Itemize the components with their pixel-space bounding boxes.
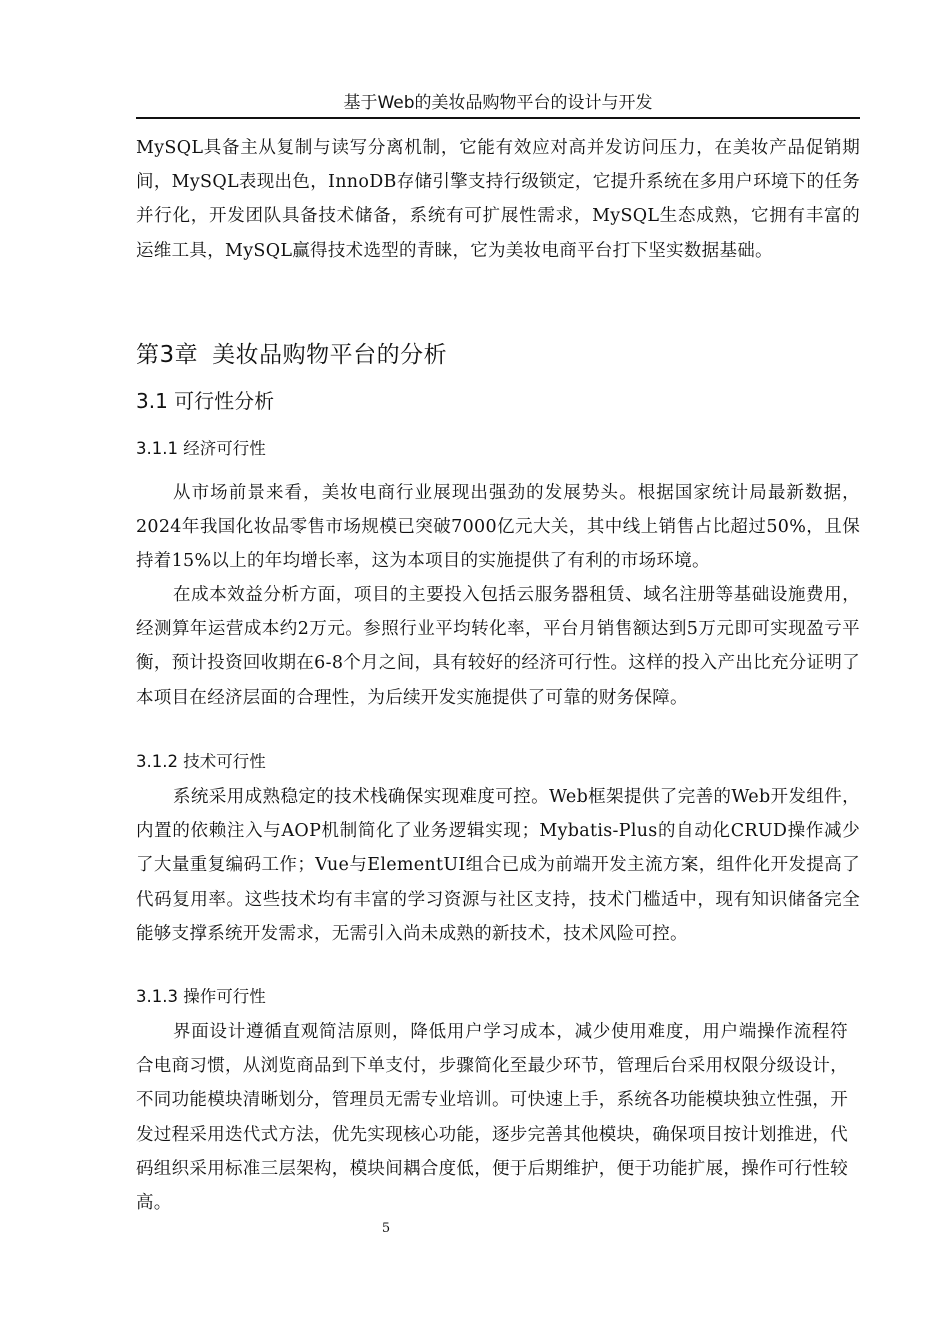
intro-paragraph: MySQL具备主从复制与读写分离机制，它能有效应对高并发访问压力，在美妆产品促销期间，MySQL表现出色，InnoDB存储引擎支持行级锁定，它提升系统在多用户环境下的任务并行化，开发团队具备技术储备，系统有可扩展性需求，MySQL生态成熟，它拥有丰富的运维工具，MySQL赢得技术选型的青睐，它为美妆电商平台打下坚实数据基础。 xyxy=(136,138,860,261)
section-heading: 3.1 可行性分析 xyxy=(136,389,275,413)
chapter-title: 美妆品购物平台的分析 xyxy=(212,342,448,368)
page-number: 5 xyxy=(381,1221,391,1236)
subsection-heading-technical: 3.1.2 技术可行性 xyxy=(136,752,266,771)
chapter-heading xyxy=(136,338,447,372)
subsection-heading-operational: 3.1.3 操作可行性 xyxy=(136,987,266,1006)
running-header: 基于Web的美妆品购物平台的设计与开发 xyxy=(343,93,653,113)
subsection-heading-economic: 3.1.1 经济可行性 xyxy=(136,439,266,458)
economic-paragraph-1: 从市场前景来看，美妆电商行业展现出强劲的发展势头。根据国家统计局最新数据，2024年我国化妆品零售市场规模已突破7000亿元大关，其中线上销售占比超过50%，且保持着15%以上的年均增长率，这为本项目的实施提供了有利的市场环境。 xyxy=(136,483,860,572)
economic-paragraph-2: 在成本效益分析方面，项目的主要投入包括云服务器租赁、域名注册等基础设施费用，经测算年运营成本约2万元。参照行业平均转化率，平台月销售额达到5万元即可实现盈亏平衡，预计投资回收期在6-8个月之间，具有较好的经济可行性。这样的投入产出比充分证明了本项目在经济层面的合理性，为后续开发实施提供了可靠的财务保障。 xyxy=(136,585,860,708)
chapter-number: 第3章 xyxy=(136,342,199,368)
header-divider xyxy=(136,117,860,119)
operational-paragraph: 界面设计遵循直观简洁原则，降低用户学习成本，减少使用难度，用户端操作流程符合电商习惯，从浏览商品到下单支付，步骤简化至最少环节，管理后台采用权限分级设计，不同功能模块清晰划分，管理员无需专业培训。可快速上手，系统各功能模块独立性强，开发过程采用迭代式方法，优先实现核心功能，逐步完善其他模块，确保项目按计划推进，代码组织采用标准三层架构，模块间耦合度低，便于后期维护，便于功能扩展，操作可行性较高。 xyxy=(136,1022,848,1214)
technical-paragraph: 系统采用成熟稳定的技术栈确保实现难度可控。Web框架提供了完善的Web开发组件，内置的依赖注入与AOP机制简化了业务逻辑实现；Mybatis-Plus的自动化CRUD操作减少了大量重复编码工作；Vue与ElementUI组合已成为前端开发主流方案，组件化开发提高了代码复用率。这些技术均有丰富的学习资源与社区支持，技术门槛适中，现有知识储备完全能够支撑系统开发需求，无需引入尚未成熟的新技术，技术风险可控。 xyxy=(136,787,860,944)
